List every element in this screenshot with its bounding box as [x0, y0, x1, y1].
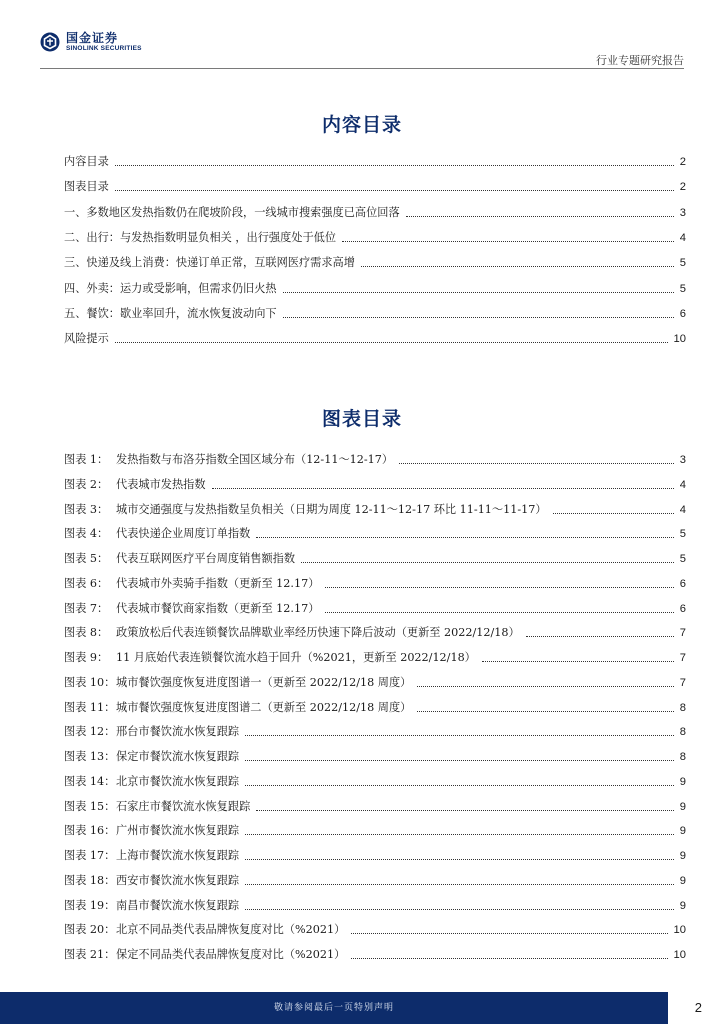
dot-leader [256, 809, 674, 811]
dot-leader [417, 710, 673, 712]
logo-chinese-name: 国金证券 [66, 30, 119, 45]
figure-entry-page: 8 [679, 726, 686, 739]
dot-leader [245, 858, 674, 860]
figure-entry-title: 北京不同品类代表品牌恢复度对比（%2021） [116, 923, 346, 937]
figure-entry-title: 保定市餐饮流水恢复跟踪 [116, 750, 240, 763]
figure-entry-page: 7 [679, 676, 686, 689]
dot-leader [301, 561, 674, 563]
toc-entry-title: 五、餐饮：歇业率回升，流水恢复波动向下 [64, 306, 277, 320]
toc-entry[interactable] [64, 306, 686, 322]
toc-entry-page: 6 [679, 307, 686, 320]
figure-entry[interactable] [64, 526, 686, 542]
figure-entry[interactable] [64, 799, 686, 815]
figure-entry-title: 代表城市发热指数 [116, 477, 206, 491]
toc-entry-title: 风险提示 [64, 332, 109, 346]
figure-entry[interactable] [64, 749, 686, 765]
figure-entry[interactable] [64, 873, 686, 889]
figure-entry-title: 石家庄市餐饮流水恢复跟踪 [116, 799, 251, 813]
figure-entry-page: 4 [679, 478, 686, 491]
figure-entry-page: 9 [679, 899, 686, 912]
toc-entry-page: 5 [679, 282, 686, 295]
dot-leader [553, 512, 674, 514]
figure-entry-title: 北京市餐饮流水恢复跟踪 [116, 774, 240, 788]
figure-entry-title: 城市交通强度与发热指数呈负相关（日期为周度 12-11～12-17 环比 11-11～11-17） [116, 502, 547, 516]
figure-entry-label: 图表 12： [64, 725, 116, 739]
figure-entry-title: 发热指数与布洛芬指数全国区域分布（12-11～12-17） [116, 453, 394, 466]
figure-entry[interactable] [64, 675, 686, 691]
figure-entry[interactable] [64, 700, 686, 716]
figure-entry[interactable] [64, 947, 686, 963]
sinolink-logo-icon [40, 32, 60, 52]
dot-leader [526, 635, 674, 637]
figure-entry-title: 代表城市外卖骑手指数（更新至 12.17） [116, 576, 320, 590]
figure-entry-page: 10 [673, 924, 686, 937]
figure-entry-title: 城市餐饮强度恢复进度图谱二（更新至 2022/12/18 周度） [116, 700, 412, 714]
figure-entry-label: 图表 9： [64, 651, 109, 664]
dot-leader [406, 215, 674, 217]
figure-entry-title: 保定不同品类代表品牌恢复度对比（%2021） [116, 948, 346, 961]
figure-entry[interactable] [64, 724, 686, 740]
figure-entry-label: 图表 19： [64, 898, 116, 912]
toc-entry-title: 一、多数地区发热指数仍在爬坡阶段，一线城市搜索强度已高位回落 [64, 205, 400, 219]
figure-entry-title: 上海市餐饮流水恢复跟踪 [116, 849, 240, 862]
dot-leader [115, 341, 668, 343]
toc-entry[interactable] [64, 205, 686, 221]
dot-leader [256, 536, 674, 538]
toc-entry-page: 3 [679, 206, 686, 219]
dot-leader [245, 883, 674, 885]
figure-entry-page: 9 [679, 800, 686, 813]
figure-entry-label: 图表 6： [64, 576, 109, 590]
header-divider [40, 68, 684, 69]
toc-entry-page: 10 [673, 333, 686, 346]
figure-entry[interactable] [64, 922, 686, 938]
dot-leader [417, 685, 673, 687]
toc-entry-page: 2 [679, 156, 686, 168]
figure-entry-label: 图表 11： [64, 700, 116, 714]
figure-entry-label: 图表 7： [64, 601, 109, 615]
dot-leader [115, 164, 674, 166]
figure-entry-page: 9 [679, 775, 686, 788]
figure-entry[interactable] [64, 848, 686, 864]
figure-entry-page: 6 [679, 602, 686, 615]
toc-entry[interactable] [64, 281, 686, 297]
dot-leader [245, 833, 674, 835]
dot-leader [245, 908, 674, 910]
dot-leader [212, 487, 674, 489]
figure-entry[interactable] [64, 774, 686, 790]
toc-entry-title: 三、快递及线上消费：快递订单正常，互联网医疗需求高增 [64, 256, 355, 270]
figure-entry-page: 9 [679, 850, 686, 862]
dot-leader [283, 291, 674, 293]
figure-entry-label: 图表 4： [64, 527, 109, 541]
figure-entry-page: 3 [679, 454, 686, 466]
toc-entry[interactable] [64, 331, 686, 347]
figure-entry[interactable] [64, 898, 686, 914]
figure-entry-page: 4 [679, 503, 686, 516]
toc-entry-page: 5 [679, 257, 686, 270]
figure-entry-title: 广州市餐饮流水恢复跟踪 [116, 824, 240, 838]
figure-entry-title: 代表互联网医疗平台周度销售额指数 [116, 552, 296, 565]
figure-entry-label: 图表 10： [64, 675, 116, 689]
figure-entry-title: 南昌市餐饮流水恢复跟踪 [116, 898, 240, 912]
toc-entry-title: 二、出行：与发热指数明显负相关 ，出行强度处于低位 [64, 230, 337, 244]
dot-leader [115, 189, 674, 191]
figure-entry-page: 5 [679, 553, 686, 565]
figure-entry-label: 图表 3： [64, 502, 109, 516]
figure-entry-label: 图表 1： [64, 453, 109, 466]
figure-entry-title: 政策放松后代表连锁餐饮品牌歇业率经历快速下降后波动（更新至 2022/12/18） [116, 626, 520, 640]
dot-leader [245, 784, 674, 786]
toc-entry[interactable] [64, 255, 686, 271]
figure-entry-label: 图表 16： [64, 824, 116, 838]
figure-entry-title: 邢台市餐饮流水恢复跟踪 [116, 725, 240, 739]
report-type-label: 行业专题研究报告 [596, 54, 684, 67]
toc-entry[interactable] [64, 179, 686, 195]
figure-entry[interactable] [64, 576, 686, 592]
figure-entry-title: 代表快递企业周度订单指数 [116, 527, 251, 541]
dot-leader [351, 932, 667, 934]
dot-leader [482, 660, 674, 662]
dot-leader [361, 265, 674, 267]
figure-entry-label: 图表 13： [64, 750, 116, 763]
dot-leader [351, 957, 667, 959]
toc-entry-title: 四、外卖：运力或受影响，但需求仍旧火热 [64, 281, 277, 295]
dot-leader [325, 611, 673, 613]
toc-title: 内容目录 [321, 114, 402, 136]
toc-entry[interactable] [64, 154, 686, 170]
figure-entry-label: 图表 17： [64, 849, 116, 862]
logo-english-name: SINOLINK SECURITIES [66, 44, 142, 52]
figure-entry-label: 图表 15： [64, 799, 116, 813]
figure-entry[interactable] [64, 601, 686, 617]
figure-entry-page: 7 [679, 652, 686, 664]
figure-entry-page: 8 [679, 751, 686, 763]
toc-entry-title: 内容目录 [64, 155, 109, 168]
figure-entry[interactable] [64, 625, 686, 641]
figure-entry[interactable] [64, 452, 686, 468]
page-number: 2 [694, 1000, 702, 1015]
figure-entry[interactable] [64, 502, 686, 518]
figure-entry[interactable] [64, 823, 686, 839]
figure-entry-label: 图表 18： [64, 873, 116, 887]
figure-entry-page: 8 [679, 701, 686, 714]
dot-leader [342, 240, 674, 242]
figures-title: 图表目录 [321, 408, 402, 430]
figure-entry-label: 图表 5： [64, 552, 109, 565]
dot-leader [325, 586, 673, 588]
toc-entry-title: 图表目录 [64, 180, 109, 194]
figure-entry-page: 5 [679, 528, 686, 541]
figure-entry-label: 图表 8： [64, 626, 109, 640]
dot-leader [283, 316, 674, 318]
dot-leader [399, 462, 674, 464]
figure-entry[interactable] [64, 477, 686, 493]
figure-entry-title: 代表城市餐饮商家指数（更新至 12.17） [116, 601, 320, 615]
toc-entry-page: 2 [679, 181, 686, 194]
figure-entry-page: 7 [679, 627, 686, 640]
figure-entry-label: 图表 14： [64, 774, 116, 788]
figure-entry[interactable] [64, 551, 686, 567]
figure-entry-label: 图表 2： [64, 477, 109, 491]
dot-leader [245, 734, 674, 736]
figure-entry-page: 9 [679, 825, 686, 838]
footer-disclaimer: 敬请参阅最后一页特别声明 [273, 1003, 394, 1013]
figure-entry-label: 图表 20： [64, 923, 116, 937]
figure-entry-page: 9 [679, 874, 686, 887]
figure-entry-page: 6 [679, 577, 686, 590]
figure-entry-title: 城市餐饮强度恢复进度图谱一（更新至 2022/12/18 周度） [116, 675, 412, 689]
figure-entry-title: 西安市餐饮流水恢复跟踪 [116, 873, 240, 887]
dot-leader [245, 759, 674, 761]
toc-entry-page: 4 [679, 231, 686, 244]
figure-entry-label: 图表 21： [64, 948, 116, 961]
figure-entry-page: 10 [673, 949, 686, 961]
toc-entry[interactable] [64, 230, 686, 246]
sinolink-logo [40, 30, 142, 54]
figure-entry[interactable] [64, 650, 686, 666]
figure-entry-title: 11 月底始代表连锁餐饮流水趋于回升（%2021，更新至 2022/12/18） [116, 651, 476, 664]
